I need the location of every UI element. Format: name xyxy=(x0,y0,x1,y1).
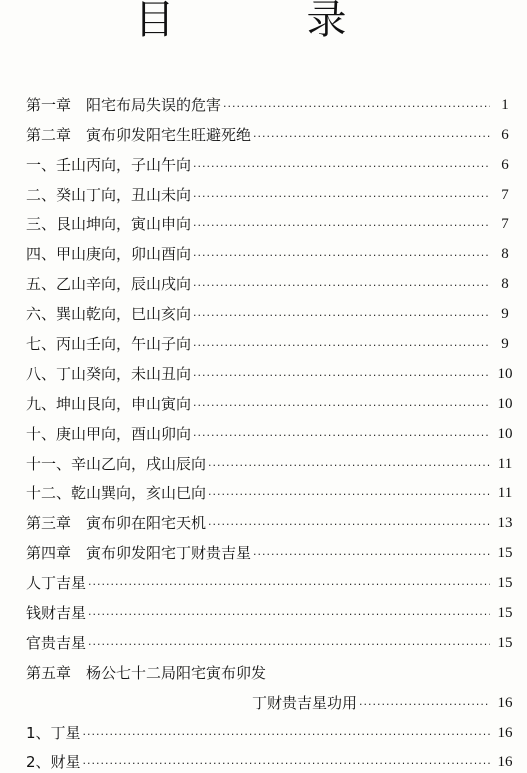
leader-dots xyxy=(83,757,490,771)
toc-entry-label: 八、丁山癸向，未山丑向 xyxy=(26,364,192,383)
toc-entry xyxy=(26,204,514,234)
toc-entry-page: 7 xyxy=(501,186,509,203)
toc-entry xyxy=(26,293,514,323)
toc-entry-label: 丁财贵吉星功用 xyxy=(252,693,358,712)
leader-dots xyxy=(88,608,490,622)
leader-dots xyxy=(193,339,490,353)
toc-entry-label: 六、巽山乾向，巳山亥向 xyxy=(26,305,192,324)
toc-entry xyxy=(26,562,514,592)
toc-entry xyxy=(26,413,514,443)
leader-dots xyxy=(253,130,490,144)
toc-entry-page: 13 xyxy=(497,515,513,532)
toc-entry-label: 二、癸山丁向，丑山未向 xyxy=(26,185,192,204)
toc-entry-label: 第三章 寅布卯在阳宅天机 xyxy=(26,514,207,533)
leader-dots xyxy=(208,459,490,473)
toc-entry-page: 7 xyxy=(501,216,509,233)
toc-entry-label: 一、壬山丙向，子山午向 xyxy=(26,155,192,174)
toc-entry-page: 6 xyxy=(501,156,509,173)
toc-entry xyxy=(26,443,514,473)
toc-entry xyxy=(26,263,514,293)
leader-dots xyxy=(193,190,490,204)
toc-entry-page: 9 xyxy=(501,336,509,353)
toc-entry xyxy=(26,652,514,682)
table-of-contents xyxy=(26,84,514,771)
toc-entry-label: 官贵吉星 xyxy=(26,633,87,652)
toc-entry-label: 十、庚山甲向，酉山卯向 xyxy=(26,424,192,443)
toc-entry-page: 15 xyxy=(497,545,513,562)
toc-entry-page: 6 xyxy=(501,126,509,143)
toc-entry-page: 8 xyxy=(501,276,509,293)
toc-entry-page: 16 xyxy=(497,754,513,771)
toc-entry xyxy=(26,742,514,772)
toc-entry xyxy=(26,622,514,652)
toc-entry xyxy=(26,532,514,562)
toc-entry xyxy=(26,233,514,263)
leader-dots xyxy=(208,518,490,532)
toc-entry-label: 1、丁星 xyxy=(26,723,81,742)
leader-dots xyxy=(193,309,490,323)
leader-dots xyxy=(83,728,490,742)
toc-entry-page: 15 xyxy=(497,575,513,592)
toc-entry-page: 16 xyxy=(497,724,513,741)
leader-dots xyxy=(193,219,490,233)
toc-entry-page: 11 xyxy=(497,455,513,472)
toc-entry xyxy=(26,712,514,742)
toc-entry xyxy=(26,84,514,114)
leader-dots xyxy=(88,638,490,652)
toc-entry xyxy=(26,114,514,144)
leader-dots xyxy=(88,578,490,592)
toc-entry-page: 10 xyxy=(497,425,513,442)
toc-entry xyxy=(26,353,514,383)
toc-entry-page: 11 xyxy=(497,485,513,502)
toc-entry-page: 15 xyxy=(497,605,513,622)
toc-entry-label: 九、坤山艮向，申山寅向 xyxy=(26,394,192,413)
toc-entry xyxy=(26,144,514,174)
toc-entry-label: 第五章 杨公七十二局阳宅寅布卯发 xyxy=(26,663,267,682)
leader-dots xyxy=(193,279,490,293)
toc-entry xyxy=(26,592,514,622)
leader-dots xyxy=(193,160,490,174)
leader-dots xyxy=(208,488,490,502)
leader-dots xyxy=(223,100,490,114)
toc-entry-page: 1 xyxy=(501,96,509,113)
toc-entry-continuation xyxy=(26,682,514,712)
toc-entry-label: 第二章 寅布卯发阳宅生旺避死绝 xyxy=(26,125,252,144)
leader-dots xyxy=(359,698,490,712)
toc-entry xyxy=(26,473,514,503)
leader-dots xyxy=(193,249,490,263)
toc-entry-page: 9 xyxy=(501,306,509,323)
toc-entry-page: 10 xyxy=(497,365,513,382)
toc-entry xyxy=(26,323,514,353)
page-title: 目 录 xyxy=(134,0,393,43)
toc-entry-page: 8 xyxy=(501,246,509,263)
toc-entry-label: 钱财吉星 xyxy=(26,604,87,623)
toc-entry-label: 人丁吉星 xyxy=(26,574,87,593)
leader-dots xyxy=(253,548,490,562)
toc-entry-label: 2、财星 xyxy=(26,753,81,772)
toc-entry xyxy=(26,383,514,413)
toc-entry-label: 十一、辛山乙向，戌山辰向 xyxy=(26,454,207,473)
leader-dots xyxy=(193,429,490,443)
toc-entry-page: 10 xyxy=(497,395,513,412)
toc-entry-label: 三、艮山坤向，寅山申向 xyxy=(26,215,192,234)
toc-entry-label: 第一章 阳宅布局失误的危害 xyxy=(26,95,222,114)
toc-entry xyxy=(26,174,514,204)
toc-entry-page: 16 xyxy=(497,694,513,711)
toc-entry-label: 四、甲山庚向，卯山酉向 xyxy=(26,245,192,264)
toc-entry-label: 七、丙山壬向，午山子向 xyxy=(26,335,192,354)
toc-entry-page: 15 xyxy=(497,634,513,651)
toc-entry-label: 第四章 寅布卯发阳宅丁财贵吉星 xyxy=(26,544,252,563)
leader-dots xyxy=(193,369,490,383)
toc-entry-label: 五、乙山辛向，辰山戌向 xyxy=(26,275,192,294)
leader-dots xyxy=(193,399,490,413)
toc-entry-label: 十二、乾山巽向，亥山巳向 xyxy=(26,484,207,503)
toc-entry xyxy=(26,502,514,532)
